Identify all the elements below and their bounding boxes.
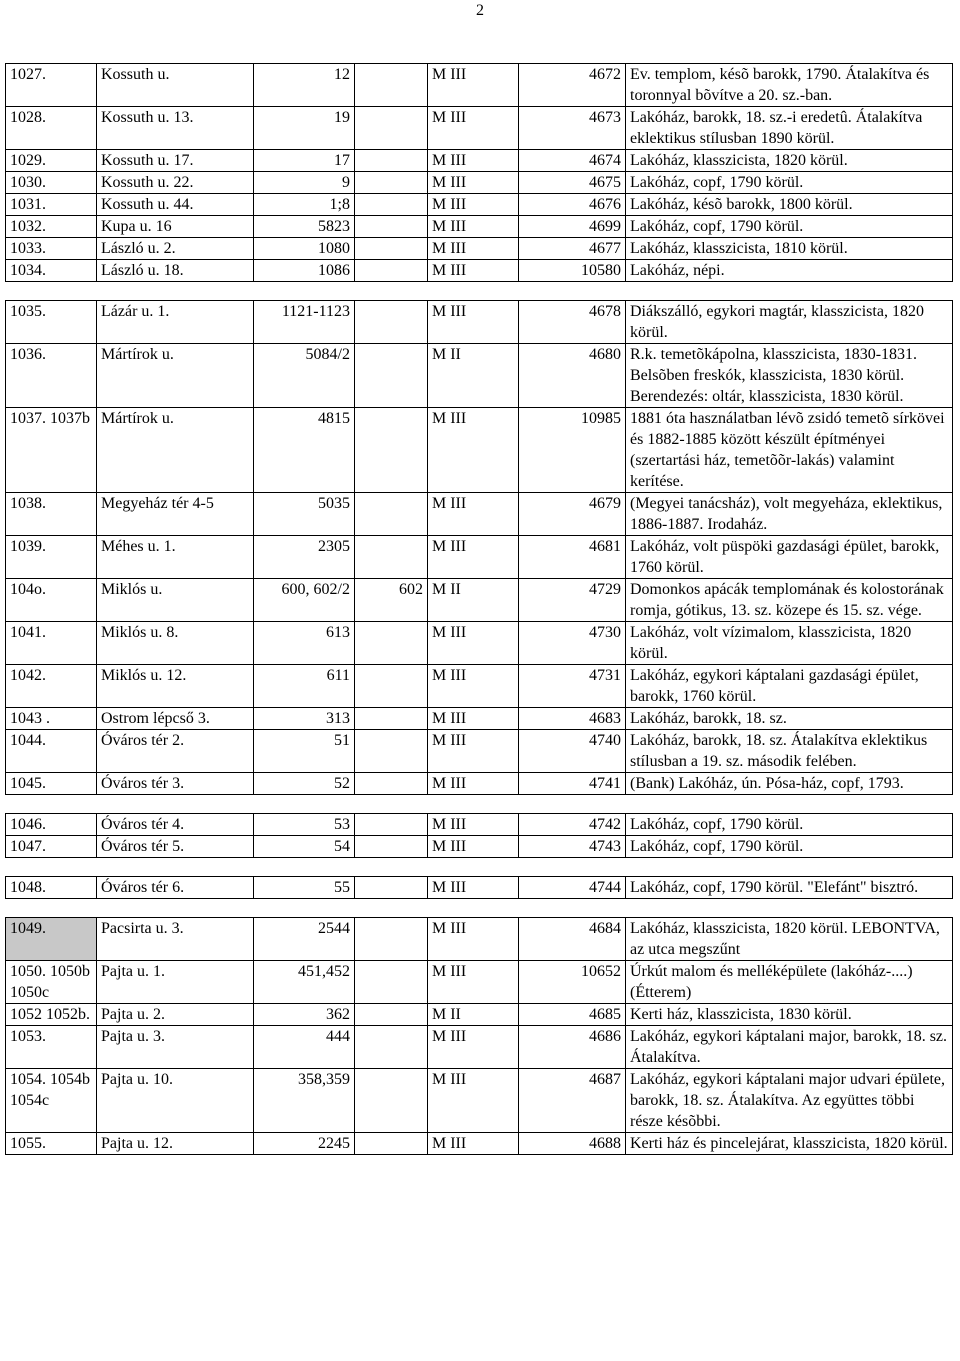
table-row xyxy=(6,216,953,238)
cell-category: M III xyxy=(428,1133,519,1155)
table-row xyxy=(6,107,953,150)
cell-register-number: 10985 xyxy=(519,408,626,493)
table-row xyxy=(6,150,953,172)
cell-parcel: 1080 xyxy=(254,238,355,260)
cell-id: 1054. 1054b 1054c xyxy=(6,1069,97,1133)
cell-address: Óváros tér 6. xyxy=(97,877,254,899)
cell-parcel: 5823 xyxy=(254,216,355,238)
table-row xyxy=(6,536,953,579)
cell-register-number: 4743 xyxy=(519,836,626,858)
cell-register-number: 4680 xyxy=(519,344,626,408)
cell-parcel: 54 xyxy=(254,836,355,858)
row-gap xyxy=(6,282,953,301)
row-gap xyxy=(6,795,953,814)
cell-parcel-alt xyxy=(355,238,428,260)
cell-parcel: 5084/2 xyxy=(254,344,355,408)
cell-id: 1038. xyxy=(6,493,97,536)
cell-id: 104o. xyxy=(6,579,97,622)
cell-parcel: 12 xyxy=(254,64,355,107)
cell-category: M III xyxy=(428,961,519,1004)
cell-parcel-alt xyxy=(355,150,428,172)
cell-description: Lakóház, klasszicista, 1810 körül. xyxy=(626,238,953,260)
cell-address: Lázár u. 1. xyxy=(97,301,254,344)
cell-address: Miklós u. 8. xyxy=(97,622,254,665)
cell-register-number: 4729 xyxy=(519,579,626,622)
cell-description: Lakóház, késõ barokk, 1800 körül. xyxy=(626,194,953,216)
cell-parcel: 1;8 xyxy=(254,194,355,216)
cell-address: Óváros tér 4. xyxy=(97,814,254,836)
cell-register-number: 4677 xyxy=(519,238,626,260)
table-row xyxy=(6,622,953,665)
cell-category: M III xyxy=(428,708,519,730)
cell-address: Mártírok u. xyxy=(97,344,254,408)
cell-address: Pajta u. 12. xyxy=(97,1133,254,1155)
cell-address: Kupa u. 16 xyxy=(97,216,254,238)
cell-category: M III xyxy=(428,493,519,536)
table-row xyxy=(6,814,953,836)
cell-description: Lakóház, copf, 1790 körül. xyxy=(626,172,953,194)
table-row xyxy=(6,773,953,795)
cell-category: M III xyxy=(428,260,519,282)
cell-address: Kossuth u. xyxy=(97,64,254,107)
cell-address: Óváros tér 5. xyxy=(97,836,254,858)
cell-address: Méhes u. 1. xyxy=(97,536,254,579)
table-row xyxy=(6,408,953,493)
cell-parcel: 2305 xyxy=(254,536,355,579)
cell-id: 1050. 1050b 1050c xyxy=(6,961,97,1004)
cell-description: Domonkos apácák templomának és kolostorának romja, gótikus, 13. sz. közepe és 15. sz. vége. xyxy=(626,579,953,622)
cell-category: M III xyxy=(428,1026,519,1069)
cell-address: László u. 18. xyxy=(97,260,254,282)
cell-id: 1031. xyxy=(6,194,97,216)
cell-parcel: 53 xyxy=(254,814,355,836)
cell-description: Lakóház, klasszicista, 1820 körül. xyxy=(626,150,953,172)
cell-category: M III xyxy=(428,918,519,961)
registry-body xyxy=(6,64,953,1155)
table-row xyxy=(6,579,953,622)
table-row xyxy=(6,172,953,194)
table-row xyxy=(6,836,953,858)
cell-parcel-alt xyxy=(355,194,428,216)
cell-id: 1047. xyxy=(6,836,97,858)
cell-parcel: 5035 xyxy=(254,493,355,536)
cell-parcel-alt xyxy=(355,622,428,665)
cell-category: M III xyxy=(428,172,519,194)
cell-parcel: 611 xyxy=(254,665,355,708)
cell-description: (Megyei tanácsház), volt megyeháza, eklektikus, 1886-1887. Irodaház. xyxy=(626,493,953,536)
cell-id: 1046. xyxy=(6,814,97,836)
cell-parcel-alt xyxy=(355,1133,428,1155)
cell-address: Kossuth u. 13. xyxy=(97,107,254,150)
cell-register-number: 4687 xyxy=(519,1069,626,1133)
cell-address: Kossuth u. 17. xyxy=(97,150,254,172)
gap-cell xyxy=(6,858,953,877)
cell-id: 1048. xyxy=(6,877,97,899)
cell-description: Lakóház, copf, 1790 körül. xyxy=(626,836,953,858)
table-row xyxy=(6,194,953,216)
cell-address: Pajta u. 10. xyxy=(97,1069,254,1133)
cell-register-number: 4673 xyxy=(519,107,626,150)
cell-register-number: 4744 xyxy=(519,877,626,899)
cell-parcel-alt xyxy=(355,260,428,282)
table-row xyxy=(6,708,953,730)
monument-registry-table xyxy=(5,63,953,1155)
cell-id: 1034. xyxy=(6,260,97,282)
cell-address: Miklós u. 12. xyxy=(97,665,254,708)
cell-category: M III xyxy=(428,150,519,172)
cell-parcel: 313 xyxy=(254,708,355,730)
cell-category: M III xyxy=(428,814,519,836)
cell-parcel: 17 xyxy=(254,150,355,172)
cell-parcel-alt xyxy=(355,665,428,708)
cell-category: M III xyxy=(428,238,519,260)
cell-parcel-alt xyxy=(355,408,428,493)
cell-id: 1039. xyxy=(6,536,97,579)
cell-address: Pajta u. 2. xyxy=(97,1004,254,1026)
cell-parcel-alt xyxy=(355,961,428,1004)
cell-parcel-alt xyxy=(355,216,428,238)
cell-parcel-alt xyxy=(355,1069,428,1133)
cell-id: 1030. xyxy=(6,172,97,194)
cell-parcel-alt xyxy=(355,64,428,107)
cell-parcel: 51 xyxy=(254,730,355,773)
cell-description: Lakóház, barokk, 18. sz. Átalakítva eklektikus stílusban a 19. sz. második felében. xyxy=(626,730,953,773)
cell-description: Lakóház, copf, 1790 körül. xyxy=(626,216,953,238)
cell-id: 1044. xyxy=(6,730,97,773)
cell-address: Mártírok u. xyxy=(97,408,254,493)
cell-description: Lakóház, egykori káptalani major, barokk, 18. sz. Átalakítva. xyxy=(626,1026,953,1069)
cell-id: 1035. xyxy=(6,301,97,344)
table-row xyxy=(6,918,953,961)
table-row xyxy=(6,1004,953,1026)
cell-id: 1052 1052b. xyxy=(6,1004,97,1026)
cell-id: 1053. xyxy=(6,1026,97,1069)
cell-category: M III xyxy=(428,877,519,899)
cell-category: M III xyxy=(428,665,519,708)
cell-category: M III xyxy=(428,216,519,238)
cell-register-number: 4672 xyxy=(519,64,626,107)
cell-address: Óváros tér 2. xyxy=(97,730,254,773)
cell-parcel-alt xyxy=(355,836,428,858)
table-row xyxy=(6,1133,953,1155)
cell-description: (Bank) Lakóház, ún. Pósa-ház, copf, 1793. xyxy=(626,773,953,795)
cell-description: Lakóház, copf, 1790 körül. "Elefánt" bisztró. xyxy=(626,877,953,899)
cell-address: Miklós u. xyxy=(97,579,254,622)
cell-register-number: 4679 xyxy=(519,493,626,536)
cell-parcel: 362 xyxy=(254,1004,355,1026)
cell-parcel-alt xyxy=(355,301,428,344)
cell-parcel-alt xyxy=(355,493,428,536)
cell-category: M II xyxy=(428,1004,519,1026)
cell-description: Lakóház, barokk, 18. sz. xyxy=(626,708,953,730)
cell-id: 1045. xyxy=(6,773,97,795)
cell-id: 1032. xyxy=(6,216,97,238)
cell-register-number: 4681 xyxy=(519,536,626,579)
cell-category: M III xyxy=(428,64,519,107)
cell-register-number: 4674 xyxy=(519,150,626,172)
cell-register-number: 4675 xyxy=(519,172,626,194)
table-row xyxy=(6,238,953,260)
table-row xyxy=(6,344,953,408)
cell-register-number: 4686 xyxy=(519,1026,626,1069)
cell-id: 1027. xyxy=(6,64,97,107)
cell-category: M III xyxy=(428,622,519,665)
cell-parcel: 358,359 xyxy=(254,1069,355,1133)
cell-description: 1881 óta használatban lévõ zsidó temetõ sírkövei és 1882-1885 között készült építményei (szertartási ház, temetõõr-lakás) valamint kerítése. xyxy=(626,408,953,493)
cell-parcel-alt xyxy=(355,877,428,899)
cell-category: M III xyxy=(428,1069,519,1133)
cell-address: Pajta u. 1. xyxy=(97,961,254,1004)
cell-register-number: 4742 xyxy=(519,814,626,836)
cell-category: M III xyxy=(428,408,519,493)
cell-category: M II xyxy=(428,579,519,622)
cell-address: Pacsirta u. 3. xyxy=(97,918,254,961)
table-row xyxy=(6,730,953,773)
cell-description: Lakóház, népi. xyxy=(626,260,953,282)
gap-cell xyxy=(6,795,953,814)
cell-description: Lakóház, klasszicista, 1820 körül. LEBONTVA, az utca megszűnt xyxy=(626,918,953,961)
cell-parcel: 600, 602/2 xyxy=(254,579,355,622)
cell-parcel-alt xyxy=(355,107,428,150)
row-gap xyxy=(6,899,953,918)
cell-id: 1049. xyxy=(6,918,97,961)
cell-register-number: 4688 xyxy=(519,1133,626,1155)
cell-description: Kerti ház és pincelejárat, klasszicista, 1820 körül. xyxy=(626,1133,953,1155)
cell-parcel-alt xyxy=(355,773,428,795)
page-number: 2 xyxy=(476,2,484,19)
cell-description: Lakóház, copf, 1790 körül. xyxy=(626,814,953,836)
cell-description: Lakóház, barokk, 18. sz.-i eredetû. Átalakítva eklektikus stílusban 1890 körül. xyxy=(626,107,953,150)
cell-parcel: 613 xyxy=(254,622,355,665)
cell-parcel: 4815 xyxy=(254,408,355,493)
cell-parcel: 52 xyxy=(254,773,355,795)
cell-parcel: 1086 xyxy=(254,260,355,282)
cell-parcel: 451,452 xyxy=(254,961,355,1004)
cell-register-number: 4699 xyxy=(519,216,626,238)
cell-description: Kerti ház, klasszicista, 1830 körül. xyxy=(626,1004,953,1026)
cell-category: M III xyxy=(428,301,519,344)
cell-address: Megyeház tér 4-5 xyxy=(97,493,254,536)
cell-parcel-alt xyxy=(355,536,428,579)
cell-register-number: 10580 xyxy=(519,260,626,282)
cell-description: Lakóház, egykori káptalani major udvari épülete, barokk, 18. sz. Átalakítva. Az együttes többi része késõbbi. xyxy=(626,1069,953,1133)
cell-description: R.k. temetõkápolna, klasszicista, 1830-1831. Belsõben freskók, klasszicista, 1830 körül. Berendezés: oltár, klasszicista, 1830 körül. xyxy=(626,344,953,408)
cell-parcel-alt xyxy=(355,1026,428,1069)
cell-description: Úrkút malom és melléképülete (lakóház-....) (Étterem) xyxy=(626,961,953,1004)
cell-register-number: 4685 xyxy=(519,1004,626,1026)
cell-category: M III xyxy=(428,107,519,150)
table-row xyxy=(6,1026,953,1069)
cell-register-number: 4741 xyxy=(519,773,626,795)
cell-address: László u. 2. xyxy=(97,238,254,260)
cell-description: Lakóház, egykori káptalani gazdasági épület, barokk, 1760 körül. xyxy=(626,665,953,708)
cell-parcel: 1121-1123 xyxy=(254,301,355,344)
table-row xyxy=(6,64,953,107)
cell-category: M III xyxy=(428,730,519,773)
cell-register-number: 4678 xyxy=(519,301,626,344)
cell-description: Lakóház, volt püspöki gazdasági épület, barokk, 1760 körül. xyxy=(626,536,953,579)
table-row xyxy=(6,1069,953,1133)
cell-parcel-alt xyxy=(355,918,428,961)
cell-parcel-alt xyxy=(355,730,428,773)
cell-parcel: 55 xyxy=(254,877,355,899)
cell-parcel: 19 xyxy=(254,107,355,150)
cell-id: 1028. xyxy=(6,107,97,150)
cell-register-number: 4684 xyxy=(519,918,626,961)
table-row xyxy=(6,961,953,1004)
cell-id: 1055. xyxy=(6,1133,97,1155)
cell-category: M III xyxy=(428,773,519,795)
cell-id: 1037. 1037b xyxy=(6,408,97,493)
cell-parcel-alt xyxy=(355,172,428,194)
cell-category: M III xyxy=(428,836,519,858)
cell-parcel-alt xyxy=(355,344,428,408)
row-gap xyxy=(6,858,953,877)
cell-category: M III xyxy=(428,536,519,579)
cell-register-number: 10652 xyxy=(519,961,626,1004)
cell-parcel-alt: 602 xyxy=(355,579,428,622)
cell-register-number: 4676 xyxy=(519,194,626,216)
cell-parcel-alt xyxy=(355,1004,428,1026)
cell-register-number: 4740 xyxy=(519,730,626,773)
cell-id: 1043 . xyxy=(6,708,97,730)
cell-parcel: 9 xyxy=(254,172,355,194)
cell-address: Kossuth u. 22. xyxy=(97,172,254,194)
cell-category: M III xyxy=(428,194,519,216)
cell-address: Kossuth u. 44. xyxy=(97,194,254,216)
cell-description: Lakóház, volt vízimalom, klasszicista, 1820 körül. xyxy=(626,622,953,665)
cell-register-number: 4731 xyxy=(519,665,626,708)
table-row xyxy=(6,877,953,899)
gap-cell xyxy=(6,899,953,918)
gap-cell xyxy=(6,282,953,301)
cell-id: 1029. xyxy=(6,150,97,172)
table-row xyxy=(6,493,953,536)
cell-register-number: 4683 xyxy=(519,708,626,730)
cell-id: 1033. xyxy=(6,238,97,260)
cell-category: M II xyxy=(428,344,519,408)
table-row xyxy=(6,665,953,708)
cell-description: Diákszálló, egykori magtár, klasszicista, 1820 körül. xyxy=(626,301,953,344)
cell-parcel: 444 xyxy=(254,1026,355,1069)
cell-address: Óváros tér 3. xyxy=(97,773,254,795)
cell-parcel: 2245 xyxy=(254,1133,355,1155)
cell-address: Ostrom lépcső 3. xyxy=(97,708,254,730)
cell-address: Pajta u. 3. xyxy=(97,1026,254,1069)
table-row xyxy=(6,301,953,344)
cell-description: Ev. templom, késõ barokk, 1790. Átalakítva és toronnyal bõvítve a 20. sz.-ban. xyxy=(626,64,953,107)
cell-id: 1041. xyxy=(6,622,97,665)
cell-parcel-alt xyxy=(355,814,428,836)
table-row xyxy=(6,260,953,282)
cell-id: 1042. xyxy=(6,665,97,708)
cell-register-number: 4730 xyxy=(519,622,626,665)
cell-parcel-alt xyxy=(355,708,428,730)
cell-id: 1036. xyxy=(6,344,97,408)
cell-parcel: 2544 xyxy=(254,918,355,961)
